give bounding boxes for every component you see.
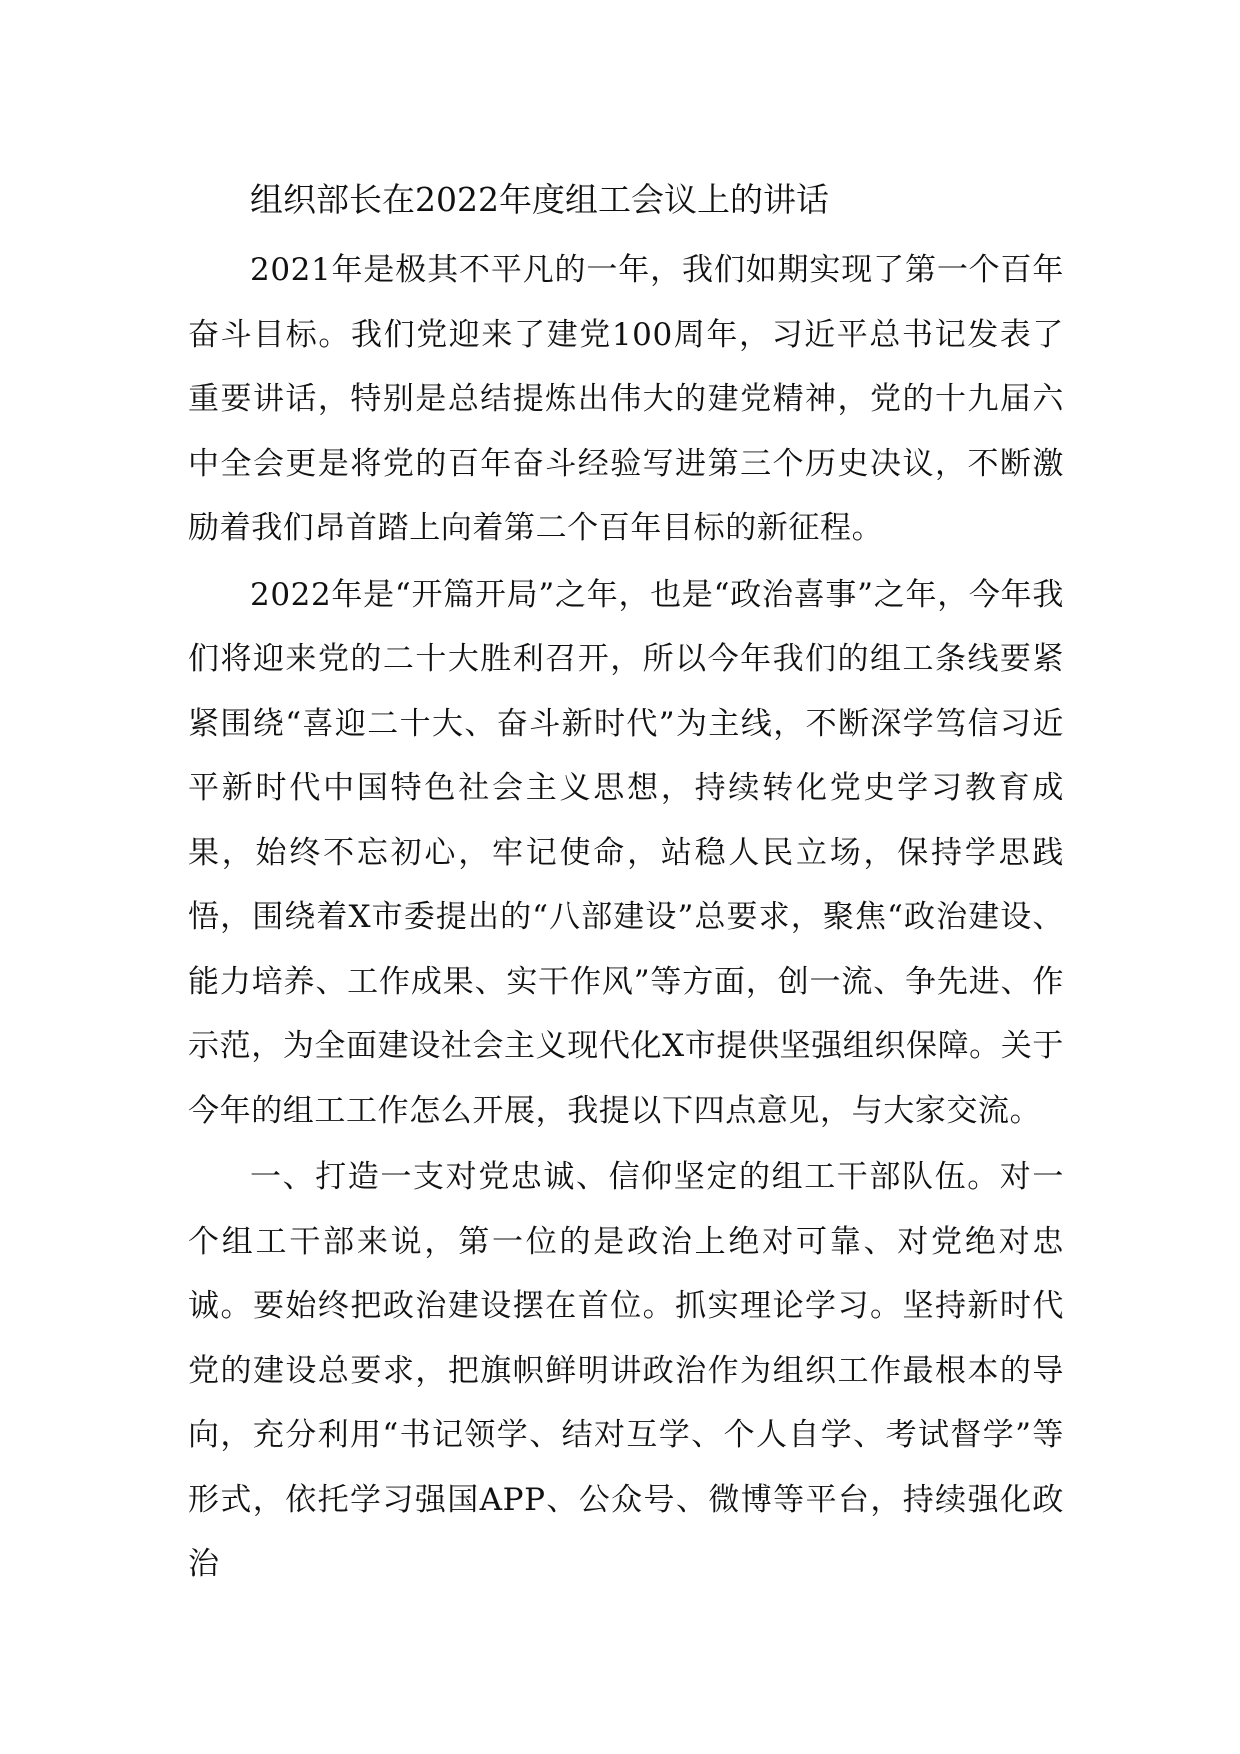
paragraph-3: 一、打造一支对党忠诚、信仰坚定的组工干部队伍。对一个组工干部来说，第一位的是政治上绝对可靠、对党绝对忠诚。要始终把政治建设摆在首位。抓实理论学习。坚持新时代党的建设总要求，把旗帜鲜明讲政治作为组织工作最根本的导向，充分利用“书记领学、结对互学、个人自学、考试督学”等形式，依托学习强国APP、公众号、微博等平台，持续强化政治: [188, 1159, 1064, 1582]
paragraph-1: 2021年是极其不平凡的一年，我们如期实现了第一个百年奋斗目标。我们党迎来了建党100周年，习近平总书记发表了重要讲话，特别是总结提炼出伟大的建党精神，党的十九届六中全会更是将党的百年奋斗经验写进第三个历史决议，不断激励着我们昂首踏上向着第二个百年目标的新征程。: [188, 252, 1064, 546]
paragraph-2: 2022年是“开篇开局”之年，也是“政治喜事”之年，今年我们将迎来党的二十大胜利召开，所以今年我们的组工条线要紧紧围绕“喜迎二十大、奋斗新时代”为主线，不断深学笃信习近平新时代中国特色社会主义思想，持续转化党史学习教育成果，始终不忘初心，牢记使命，站稳人民立场，保持学思践悟，围绕着X市委提出的“八部建设”总要求，聚焦“政治建设、能力培养、工作成果、实干作风”等方面，创一流、争先进、作示范，为全面建设社会主义现代化X市提供坚强组织保障。关于今年的组工工作怎么开展，我提以下四点意见，与大家交流。: [188, 576, 1064, 1129]
document-title: 组织部长在2022年度组工会议上的讲话: [250, 180, 829, 219]
document-page: [188, 170, 1064, 1599]
